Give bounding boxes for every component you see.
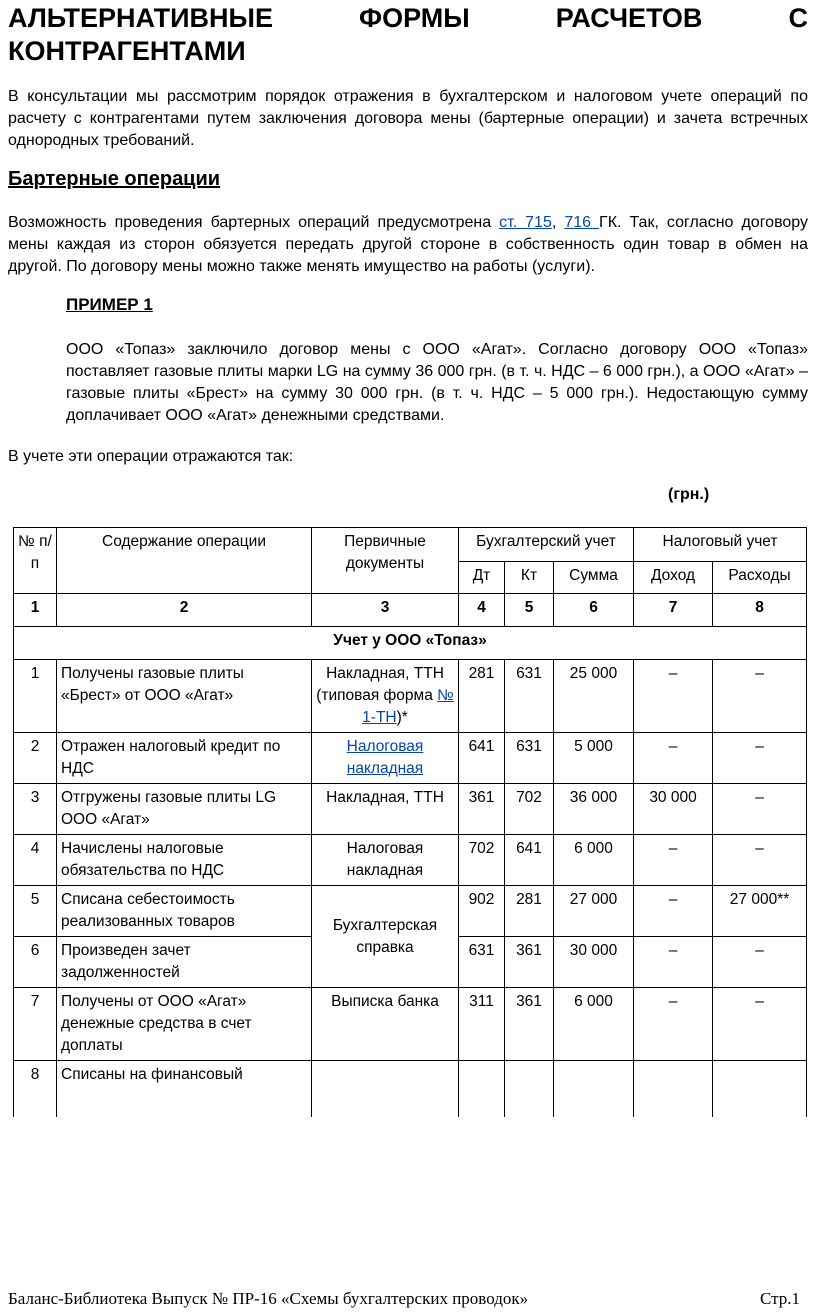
row-document-text: Накладная, ТТН (типовая форма [316,665,444,704]
row-content: Получены газовые плиты «Брест» от ООО «Агат» [57,660,312,733]
row-debit: 902 [459,886,505,937]
header-credit: Кт [505,562,554,594]
row-content: Начислены налоговые обязательства по НДС [57,835,312,886]
row-expense: – [713,937,807,988]
header-accounting: Бухгалтерский учет [459,528,634,562]
header-documents: Первичные документы [312,528,459,594]
row-content: Списана себестоимость реализованных товаров [57,886,312,937]
row-debit: 631 [459,937,505,988]
row-number: 1 [14,660,57,733]
row-expense [713,1061,807,1117]
row-income: – [634,835,713,886]
table-row [14,733,807,784]
form-1-tn-link[interactable]: № 1-ТН [362,687,454,726]
row-document: Налоговая накладная [312,835,459,886]
table-row [14,988,807,1061]
column-number: 4 [459,594,505,627]
row-expense: – [713,784,807,835]
row-document [312,1061,459,1117]
article-715-link[interactable]: ст. 715 [499,214,552,231]
row-sum [554,1061,634,1117]
row-income: – [634,988,713,1061]
footer-page-number: Стр.1 [759,1289,800,1308]
row-number: 5 [14,886,57,937]
row-sum: 5 000 [554,733,634,784]
header-content: Содержание операции [57,528,312,594]
row-sum: 6 000 [554,988,634,1061]
header-number: № п/п [14,528,57,594]
example-paragraph: ООО «Топаз» заключило договор мены с ООО «Агат». Согласно договору ООО «Топаз» поставляет газовые плиты марки LG на сумму 36 000 грн. (в т. ч. НДС – 6 000 грн.), а ООО «Агат» – газовые плиты «Брест» на сумму 30 000 грн. (в т. ч. НДС – 5 000 грн.). Недостающую сумму доплачивает ООО «Агат» денежными средствами. [66,341,808,424]
table-row [14,835,807,886]
table-row [14,784,807,835]
row-credit [505,1061,554,1117]
document-title: АЛЬТЕРНАТИВНЫЕ ФОРМЫ РАСЧЕТОВ С КОНТРАГЕНТАМИ [8,3,808,66]
row-income: – [634,733,713,784]
row-credit: 641 [505,835,554,886]
row-content: Отражен налоговый кредит по НДС [57,733,312,784]
row-sum: 27 000 [554,886,634,937]
section-paragraph [8,212,808,278]
row-income: – [634,886,713,937]
header-income: Доход [634,562,713,594]
footer-publication: Баланс-Библиотека Выпуск № ПР-16 «Схемы бухгалтерских проводок» [8,1289,529,1308]
section-row: Учет у ООО «Топаз» [14,627,807,660]
row-document: Бухгалтерская справка [312,886,459,988]
row-income: – [634,660,713,733]
table-row [14,660,807,733]
row-number: 8 [14,1061,57,1117]
row-number: 7 [14,988,57,1061]
currency-unit: (грн.) [668,486,710,503]
row-expense: – [713,733,807,784]
row-debit: 361 [459,784,505,835]
row-debit: 311 [459,988,505,1061]
column-number: 8 [713,594,807,627]
row-credit: 361 [505,988,554,1061]
row-sum: 30 000 [554,937,634,988]
section-heading: Бартерные операции [8,168,221,190]
row-number: 6 [14,937,57,988]
row-expense: – [713,988,807,1061]
table-row [14,1061,807,1117]
row-expense: 27 000** [713,886,807,937]
header-debit: Дт [459,562,505,594]
row-sum: 6 000 [554,835,634,886]
row-credit: 631 [505,733,554,784]
section-paragraph-text-2: ГК. Так, согласно договору мены каждая из сторон обязуется передать другой стороне в собственность один товар в обмен на другой. По договору мены можно также менять имущество на работы (услуги). [8,214,809,275]
row-document-text: )* [396,709,408,726]
row-sum: 36 000 [554,784,634,835]
row-credit: 702 [505,784,554,835]
row-expense: – [713,835,807,886]
row-number: 3 [14,784,57,835]
accounting-intro: В учете эти операции отражаются так: [8,448,294,465]
row-content: Произведен зачет задолженностей [57,937,312,988]
section-paragraph-text-1: Возможность проведения бартерных операций предусмотрена [8,214,500,231]
row-income: 30 000 [634,784,713,835]
intro-paragraph: В консультации мы рассмотрим порядок отражения в бухгалтерском и налоговом учете операций по расчету с контрагентами путем заключения договора мены (бартерные операции) и зачета встречных однородных требований. [8,88,808,149]
row-income [634,1061,713,1117]
row-content: Списаны на финансовый [57,1061,312,1117]
row-credit: 281 [505,886,554,937]
header-expense: Расходы [713,562,807,594]
row-document: Накладная, ТТН [312,784,459,835]
row-number: 2 [14,733,57,784]
row-income: – [634,937,713,988]
row-expense: – [713,660,807,733]
row-document [312,660,459,733]
row-number: 4 [14,835,57,886]
column-number: 3 [312,594,459,627]
column-number: 1 [14,594,57,627]
article-716-link[interactable]: 716 [564,214,600,231]
row-debit: 281 [459,660,505,733]
row-content: Отгружены газовые плиты LG ООО «Агат» [57,784,312,835]
header-tax: Налоговый учет [634,528,807,562]
row-debit: 702 [459,835,505,886]
example-heading: ПРИМЕР 1 [66,295,153,314]
table-row [14,886,807,937]
row-debit: 641 [459,733,505,784]
row-content: Получены от ООО «Агат» денежные средства в счет доплаты [57,988,312,1061]
header-sum: Сумма [554,562,634,594]
column-number: 2 [57,594,312,627]
row-document [312,733,459,784]
row-sum: 25 000 [554,660,634,733]
column-number: 5 [505,594,554,627]
row-credit: 631 [505,660,554,733]
row-credit: 361 [505,937,554,988]
section-paragraph-sep: , [551,214,565,231]
tax-invoice-link[interactable]: Налоговая накладная [346,738,424,777]
operations-table [13,527,807,1117]
column-number: 6 [554,594,634,627]
column-number: 7 [634,594,713,627]
row-document: Выписка банка [312,988,459,1061]
row-debit [459,1061,505,1117]
